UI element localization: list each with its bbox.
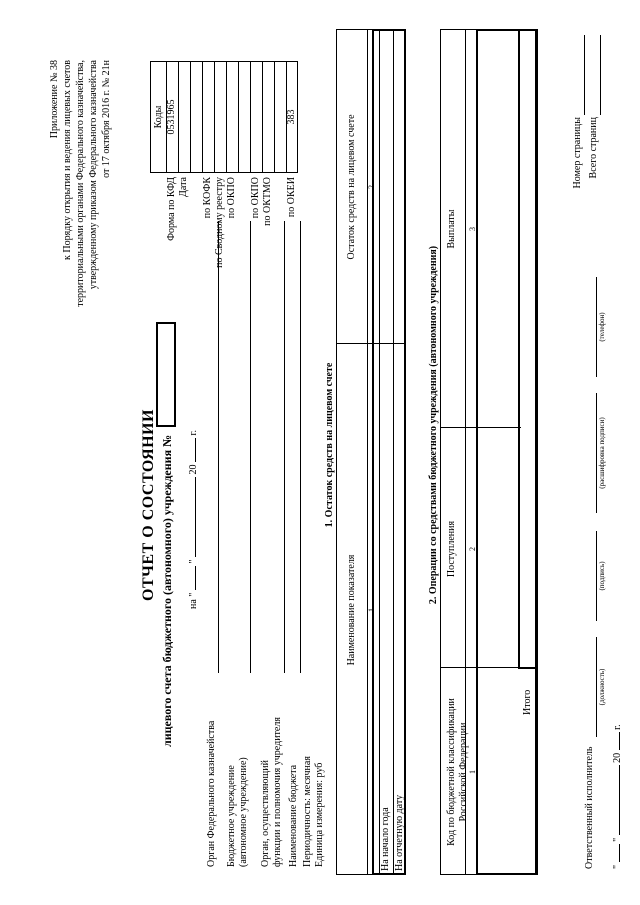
codes-row-divider xyxy=(274,62,275,172)
appendix-line: территориальными органами Федерального казначейства, xyxy=(75,60,86,307)
section1-num2: 2 xyxy=(367,185,376,189)
section1-col2-header: Остаток средств на лицевом счете xyxy=(346,114,357,260)
codes-row-label: по Сводному реестру xyxy=(214,177,225,268)
codes-row-divider xyxy=(262,62,263,172)
date-suffix: г. xyxy=(188,430,199,436)
field-unit: Единица измерения: руб xyxy=(314,762,325,867)
section1-thick-frame xyxy=(372,29,406,875)
total-pages-label: Всего страниц xyxy=(588,117,599,179)
section2-num2: 2 xyxy=(468,547,477,551)
report-subtitle: лицевого счета бюджетного (автономного) учреждения № xyxy=(160,434,174,747)
field-founder-line2: функции и полномочия учредителя xyxy=(272,717,283,867)
date-day-blank[interactable] xyxy=(195,566,196,590)
executor-label: Ответственный исполнитель xyxy=(584,746,595,869)
codes-row-divider xyxy=(226,62,227,172)
section1-row-current: На отчетную дату xyxy=(394,794,405,871)
sig-date-year-blank[interactable] xyxy=(619,732,620,750)
date-prefix: на " xyxy=(188,592,199,609)
appendix-note xyxy=(48,60,113,307)
sig-date-year-prefix: 20 xyxy=(612,752,623,763)
report-title: ОТЧЕТ О СОСТОЯНИИ xyxy=(140,409,157,601)
cap-position: (должность) xyxy=(598,668,606,706)
codes-row-label: по ОКПО xyxy=(226,177,237,219)
field-founder-line1: Орган, осуществляющий xyxy=(260,760,271,867)
appendix-line: к Порядку открытия и ведения лицевых счетов xyxy=(62,60,73,261)
codes-row-divider xyxy=(178,62,179,172)
section2-total-frame xyxy=(518,29,538,669)
sig-date-quote-close: " xyxy=(612,837,623,842)
section2-col3-header: Выплаты xyxy=(446,209,457,249)
cap-decode: (расшифровка подписи) xyxy=(598,417,606,489)
field-institution-line2: (автономное учреждение) xyxy=(238,757,249,867)
codes-row-divider xyxy=(250,62,251,172)
date-year-blank[interactable] xyxy=(195,438,196,462)
codes-header: Коды xyxy=(153,105,164,129)
section2-num3: 3 xyxy=(468,227,477,231)
date-year-prefix: 20 xyxy=(188,464,199,475)
codes-row-divider xyxy=(214,62,215,172)
section2-title: 2. Операции со средствами бюджетного учреждения (автономного учреждения) xyxy=(428,245,439,605)
section2-total-label: Итого xyxy=(522,689,533,715)
field-budget: Наименование бюджета xyxy=(288,764,299,867)
appendix-line: от 17 октября 2016 г. № 21н xyxy=(101,60,112,178)
date-month-blank[interactable] xyxy=(195,477,196,557)
codes-row-label: Дата xyxy=(178,177,189,197)
sig-date-quote-open: " xyxy=(612,864,623,869)
page-number-label: Номер страницы xyxy=(572,117,583,189)
codes-row-label: по ОКПО xyxy=(250,177,261,219)
sig-date-month-blank[interactable] xyxy=(619,765,620,835)
codes-row-label: по ОКЕИ xyxy=(286,177,297,218)
section1-num1: 1 xyxy=(367,608,376,612)
signature-date xyxy=(612,724,623,869)
report-date xyxy=(188,430,199,609)
section1-col1-header: Наименование показателя xyxy=(346,554,357,666)
date-quote: " xyxy=(188,559,199,564)
section2-num1: 1 xyxy=(468,770,477,774)
sig-date-day-blank[interactable] xyxy=(619,844,620,862)
codes-row-divider xyxy=(190,62,191,172)
sig-date-suffix: г. xyxy=(612,724,623,730)
codes-row-value[interactable]: 383 xyxy=(286,109,297,125)
section2-col1-header-line1: Код по бюджетной классификации xyxy=(446,698,457,846)
field-treasury: Орган Федерального казначейства xyxy=(206,720,217,867)
codes-row-label: по ОКТМО xyxy=(262,177,273,226)
codes-row-label: Форма по КФД xyxy=(166,177,177,241)
appendix-line: утвержденному приказом Федерального казначейства xyxy=(88,60,99,290)
section2-col2-header: Поступления xyxy=(446,520,457,578)
section1-title: 1. Остаток средств на лицевом счете xyxy=(324,362,335,528)
codes-row-divider xyxy=(238,62,239,172)
codes-row-label: по КОФК xyxy=(202,177,213,219)
codes-row-value[interactable]: 0531965 xyxy=(166,99,177,135)
codes-row-divider xyxy=(202,62,203,172)
section2-col1-header-line2: Российской Федерации xyxy=(458,722,469,822)
field-periodicity: Периодичность: месячная xyxy=(302,756,313,867)
cap-phone: (телефон) xyxy=(598,312,606,342)
appendix-line: Приложение № 38 xyxy=(49,60,60,139)
cap-signature: (подпись) xyxy=(598,561,606,591)
field-institution-line1: Бюджетное учреждение xyxy=(226,765,237,867)
section1-row-start: На начало года xyxy=(380,807,391,871)
